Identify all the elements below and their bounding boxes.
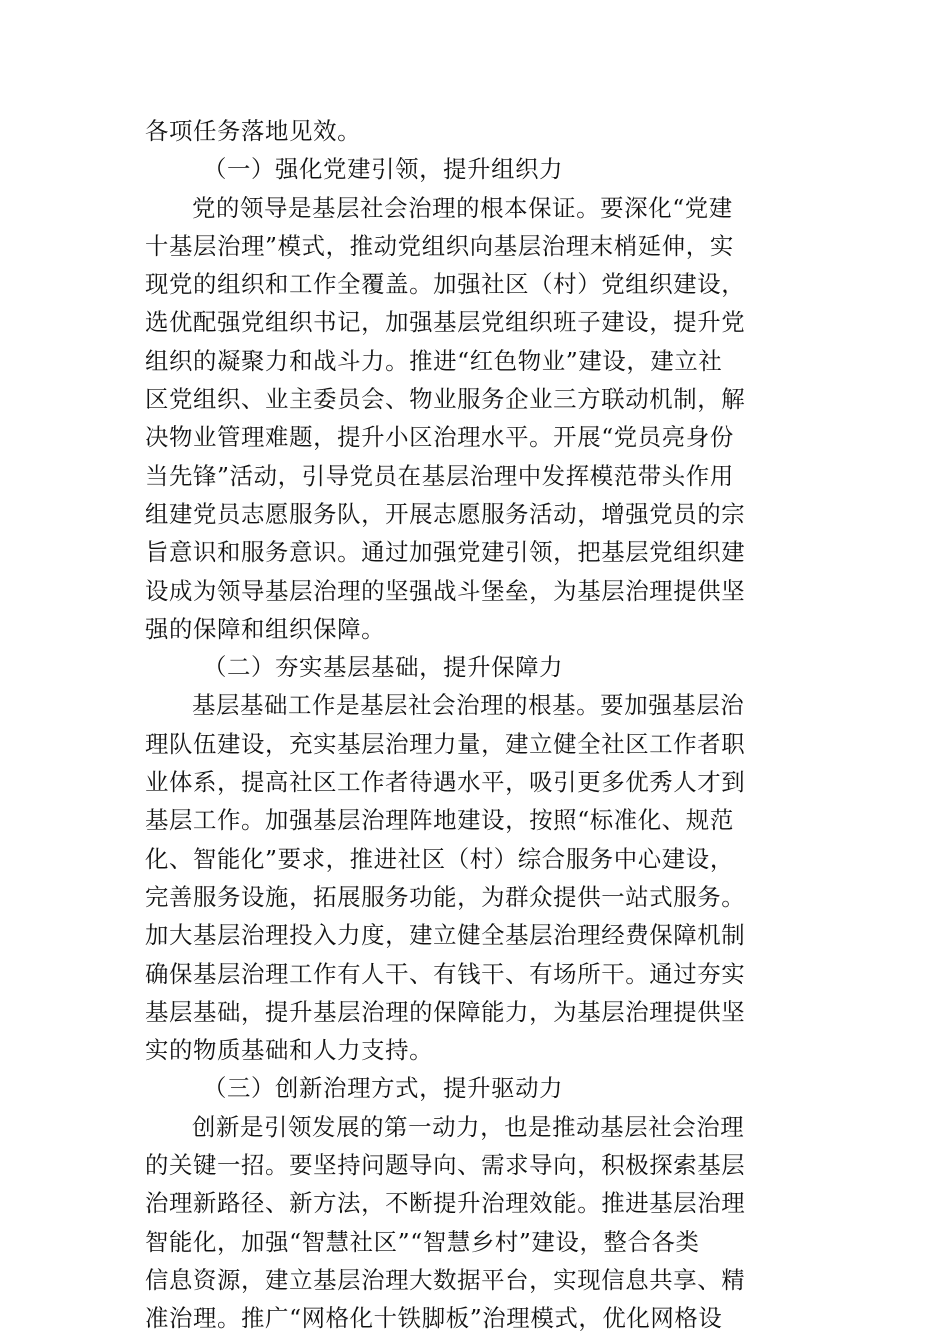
section-heading: （一）强化党建引领，提升组织力	[203, 155, 564, 184]
body-text-line: 区党组织、业主委员会、物业服务企业三方联动机制，解	[145, 385, 746, 414]
body-text-line: 治理新路径、新方法，不断提升治理效能。推进基层治理	[145, 1189, 746, 1218]
paragraph-first-line: 创新是引领发展的第一动力，也是推动基层社会治理	[192, 1112, 745, 1141]
body-text-line: 智能化，加强“智慧社区”“智慧乡村”建设，整合各类	[145, 1227, 700, 1256]
body-text-line: 组建党员志愿服务队，开展志愿服务活动，增强党员的宗	[145, 499, 746, 528]
body-text-line: 基层基础，提升基层治理的保障能力，为基层治理提供坚	[145, 997, 746, 1026]
body-text-line: 强的保障和组织保障。	[145, 614, 386, 643]
body-text-line: 的关键一招。要坚持问题导向、需求导向，积极探索基层	[145, 1151, 746, 1180]
body-text-line: 十基层治理”模式，推动党组织向基层治理末梢延伸，实	[145, 231, 734, 260]
body-text-line: 选优配强党组织书记，加强基层党组织班子建设，提升党	[145, 308, 746, 337]
body-text-line: 决物业管理难题，提升小区治理水平。开展“党员亮身份	[145, 423, 734, 452]
section-heading: （三）创新治理方式，提升驱动力	[203, 1074, 564, 1103]
body-text-line: 化、智能化”要求，推进社区（村）综合服务中心建设，	[145, 844, 734, 873]
body-text-line: 各项任务落地见效。	[145, 117, 362, 145]
body-text-line: 信息资源，建立基层治理大数据平台，实现信息共享、精	[145, 1265, 746, 1294]
section-heading: （二）夯实基层基础，提升保障力	[203, 653, 564, 682]
body-text-line: 加大基层治理投入力度，建立健全基层治理经费保障机制	[145, 921, 746, 950]
body-text-line: 当先锋”活动，引导党员在基层治理中发挥模范带头作用	[145, 461, 734, 490]
document-page	[145, 112, 807, 1338]
body-text-line: 组织的凝聚力和战斗力。推进“红色物业”建设，建立社	[145, 346, 723, 375]
body-text-line: 确保基层治理工作有人干、有钱干、有场所干。通过夯实	[145, 959, 746, 988]
body-text-line: 准治理。推广“网格化十铁脚板”治理模式，优化网格设	[145, 1304, 723, 1333]
body-text-line: 旨意识和服务意识。通过加强党建引领，把基层党组织建	[145, 538, 746, 567]
body-text-line: 理队伍建设，充实基层治理力量，建立健全社区工作者职	[145, 729, 746, 758]
body-text-line: 现党的组织和工作全覆盖。加强社区（村）党组织建设，	[145, 270, 746, 299]
body-text-line: 实的物质基础和人力支持。	[145, 1036, 434, 1065]
paragraph-first-line: 基层基础工作是基层社会治理的根基。要加强基层治	[192, 691, 745, 720]
body-text-line: 设成为领导基层治理的坚强战斗堡垒，为基层治理提供坚	[145, 576, 746, 605]
paragraph-first-line: 党的领导是基层社会治理的根本保证。要深化“党建	[192, 193, 733, 222]
body-text-line: 基层工作。加强基层治理阵地建设，按照“标准化、规范	[145, 806, 734, 835]
body-text-line: 完善服务设施，拓展服务功能，为群众提供一站式服务。	[145, 882, 746, 911]
body-text-line: 业体系，提高社区工作者待遇水平，吸引更多优秀人才到	[145, 768, 746, 797]
